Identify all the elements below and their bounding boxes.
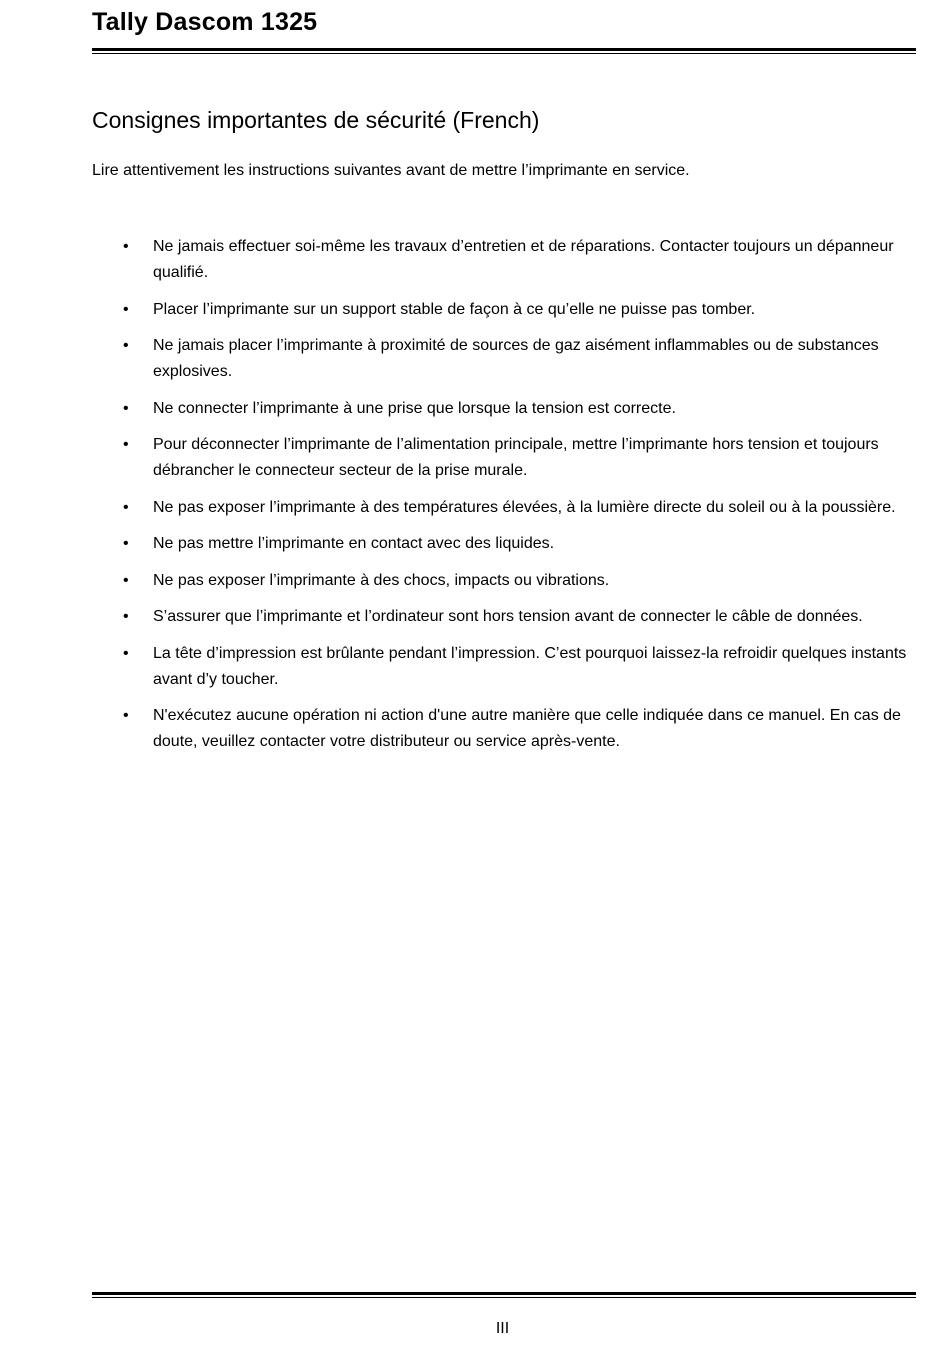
page-header-title: Tally Dascom 1325 <box>92 8 318 36</box>
list-item-text: Ne connecter l’imprimante à une prise que lorsque la tension est correcte. <box>153 399 676 417</box>
list-item <box>120 604 910 630</box>
bullet-icon: • <box>123 707 129 724</box>
list-item <box>120 641 910 693</box>
bullet-icon: • <box>123 535 129 552</box>
intro-paragraph: Lire attentivement les instructions suivantes avant de mettre l’imprimante en service. <box>92 162 690 179</box>
safety-instructions-list <box>120 234 910 766</box>
list-item-text: Ne jamais effectuer soi-même les travaux d’entretien et de réparations. Contacter toujours un dépanneur qualifié. <box>153 238 894 281</box>
page-number: III <box>495 1320 510 1337</box>
list-item-text: La tête d’impression est brûlante pendant l’impression. C’est pourquoi laissez-la refroidir quelques instants avant d’y toucher. <box>153 644 907 688</box>
list-item-text: Ne jamais placer l’imprimante à proximité de sources de gaz aisément inflammables ou de substances explosives. <box>153 337 879 380</box>
section-heading: Consignes importantes de sécurité (French) <box>92 107 540 133</box>
bullet-icon: • <box>123 571 129 589</box>
bullet-icon: • <box>123 436 129 453</box>
bullet-icon: • <box>123 644 129 662</box>
bullet-icon: • <box>123 238 129 255</box>
list-item <box>120 531 910 557</box>
list-item-text: Pour déconnecter l’imprimante de l’alimentation principale, mettre l’imprimante hors tension et toujours débrancher le connecteur secteur de la prise murale. <box>153 436 879 479</box>
bullet-icon: • <box>123 300 129 318</box>
list-item-text: S’assurer que l’imprimante et l’ordinateur sont hors tension avant de connecter le câble de données. <box>153 608 863 625</box>
bullet-icon: • <box>123 399 129 417</box>
list-item-text: Ne pas exposer l’imprimante à des températures élevées, à la lumière directe du soleil ou à la poussière. <box>153 498 896 516</box>
list-item-text: Ne pas mettre l’imprimante en contact avec des liquides. <box>153 535 555 552</box>
bullet-icon: • <box>123 498 129 516</box>
list-item <box>120 234 910 286</box>
list-item <box>120 333 910 385</box>
list-item-text: Placer l’imprimante sur un support stable de façon à ce qu’elle ne puisse pas tomber. <box>153 300 756 318</box>
footer-divider <box>92 1292 916 1298</box>
list-item-text: Ne pas exposer l’imprimante à des chocs, impacts ou vibrations. <box>153 571 610 589</box>
list-item <box>120 297 910 323</box>
bullet-icon: • <box>123 337 129 354</box>
header-divider <box>92 48 916 54</box>
bullet-icon: • <box>123 608 129 625</box>
list-item <box>120 396 910 422</box>
list-item <box>120 568 910 594</box>
list-item <box>120 495 910 521</box>
list-item-text: N'exécutez aucune opération ni action d'une autre manière que celle indiquée dans ce manuel. En cas de doute, veuillez contacter votre distributeur ou service après-vente. <box>153 707 901 750</box>
list-item <box>120 703 910 755</box>
list-item <box>120 432 910 484</box>
